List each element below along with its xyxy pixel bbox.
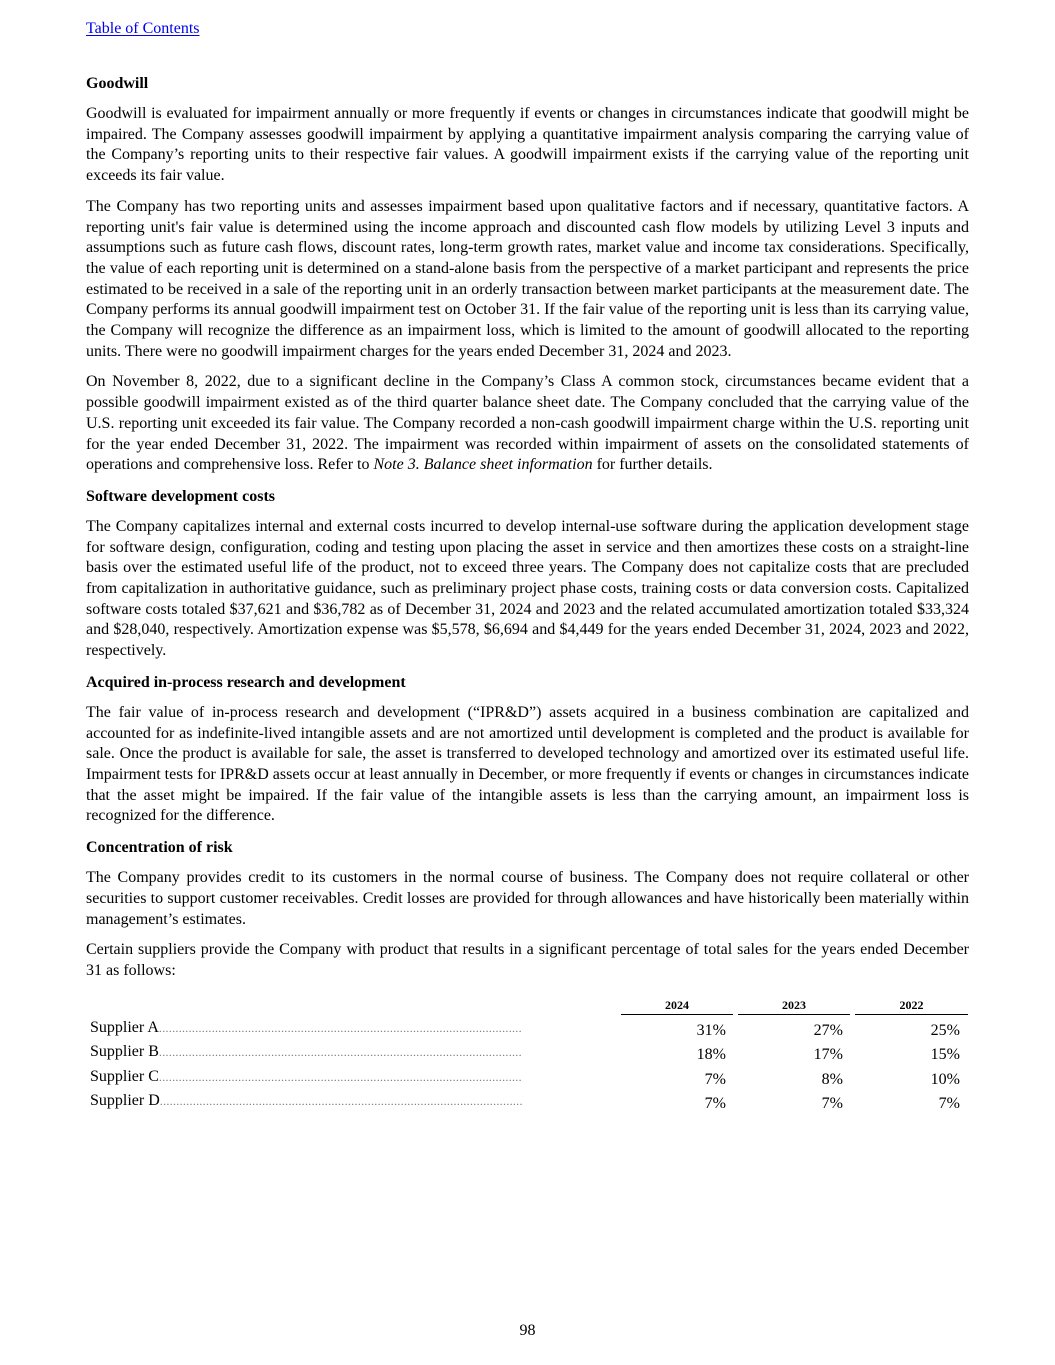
risk-heading: Concentration of risk (86, 839, 233, 857)
software-heading: Software development costs (86, 487, 276, 505)
row-label: Supplier C.............................................................................................................. (90, 1067, 522, 1085)
iprd-paragraph: The fair value of in-process research and development (“IPR&D”) assets acquired in a business combination are capitalized and accounted for as indefinite-lived intangible assets and are not amortized until development is completed and the product is available for sale. Once the product is available for sale, the asset is transferred to developed technology and amortized over its estimated useful life. Impairment tests for IPR&D assets occur at least annually in December, or more frequently if events or changes in circumstances indicate that the asset might be impaired. If the fair value of the intangible assets is less than the carrying amount, an impairment loss is recognized for the difference. (86, 703, 969, 825)
table-header (86, 997, 969, 1017)
cell-value: 18% (696, 1046, 726, 1064)
cell-value: 31% (696, 1021, 726, 1039)
column-header-2024: 2024 (621, 997, 733, 1015)
cell-value: 7% (821, 1095, 843, 1113)
goodwill-paragraph-2: The Company has two reporting units and assesses impairment based upon qualitative factors and if necessary, quantitative factors. A reporting unit's fair value is determined using the income approach and discounted cash flow models by utilizing Level 3 inputs and assumptions such as future cash flows, discount rates, long-term growth rates, market value and income tax considerations. Specifically, the value of each reporting unit is determined on a stand-alone basis from the perspective of a market participant and represents the price estimated to be received in a sale of the reporting unit in an orderly transaction between market participants at the measurement date. The Company performs its annual goodwill impairment test on October 31. If the fair value of the reporting unit is less than its carrying value, the Company will recognize the difference as an impairment loss, which is limited to the amount of goodwill allocated to the reporting units. There were no goodwill impairment charges for the years ended December 31, 2024 and 2023. (86, 197, 969, 360)
page-number: 98 (519, 1322, 536, 1339)
cell-value: 10% (930, 1070, 960, 1088)
column-header-2022: 2022 (855, 997, 968, 1015)
row-label: Supplier B.............................................................................................................. (90, 1043, 522, 1061)
row-label: Supplier A.............................................................................................................. (90, 1018, 522, 1036)
table-row (86, 1066, 969, 1091)
cell-value: 15% (930, 1046, 960, 1064)
cell-value: 27% (813, 1021, 843, 1039)
goodwill-paragraph-3-text: On November 8, 2022, due to a significant decline in the Company’s Class A common stock, circumstances became evident that a possible goodwill impairment existed as of the third quarter balance sheet date. The Company concluded that the carrying value of the U.S. reporting unit exceeded its fair value. The Company recorded a non-cash goodwill impairment charge within the U.S. reporting unit for the year ended December 31, 2022. The impairment was recorded within impairment of assets on the consolidated statements of operations and comprehensive loss. Refer to (86, 373, 969, 474)
risk-paragraph-2: Certain suppliers provide the Company with product that results in a significant percentage of total sales for the years ended December 31 as follows: (86, 941, 969, 979)
goodwill-paragraph-3 (86, 372, 969, 476)
table-row (86, 1041, 969, 1066)
note-3-reference: Note 3. Balance sheet information (373, 456, 593, 474)
iprd-heading: Acquired in-process research and development (86, 673, 406, 691)
risk-paragraph-1: The Company provides credit to its customers in the normal course of business. The Company does not require collateral or other securities to support customer receivables. Credit losses are provided for through allowances and have historically been materially within management’s estimates. (86, 869, 969, 928)
cell-value: 7% (938, 1095, 960, 1113)
cell-value: 25% (930, 1021, 960, 1039)
cell-value: 17% (813, 1046, 843, 1064)
table-of-contents-link[interactable]: Table of Contents (86, 20, 200, 37)
software-paragraph: The Company capitalizes internal and external costs incurred to develop internal-use software during the application development stage for software design, configuration, coding and testing upon placing the asset in service and then amortizes these costs on a straight-line basis over the estimated useful life of the product, not to exceed three years. The Company does not capitalize costs that are precluded from capitalization in authoritative guidance, such as preliminary project phase costs, training costs or data conversion costs. Capitalized software costs totaled $37,621 and $36,782 as of December 31, 2024 and 2023 and the related accumulated amortization totaled $33,324 and $28,040, respectively. Amortization expense was $5,578, $6,694 and $4,449 for the years ended December 31, 2024, 2023 and 2022, respectively. (86, 517, 969, 660)
column-header-2023: 2023 (738, 997, 850, 1015)
table-row (86, 1017, 969, 1042)
cell-value: 7% (704, 1095, 726, 1113)
cell-value: 7% (704, 1070, 726, 1088)
table-row (86, 1090, 969, 1115)
cell-value: 8% (821, 1070, 843, 1088)
goodwill-heading: Goodwill (86, 75, 149, 92)
row-label: Supplier D.............................................................................................................. (90, 1092, 523, 1110)
goodwill-paragraph-1: Goodwill is evaluated for impairment annually or more frequently if events or changes in circumstances indicate that goodwill might be impaired. The Company assesses goodwill impairment by applying a quantitative impairment analysis comparing the carrying value of the Company’s reporting units to their respective fair values. A goodwill impairment exists if the carrying value of the reporting unit exceeds its fair value. (86, 105, 969, 185)
supplier-concentration-table (86, 997, 969, 1115)
goodwill-paragraph-3-tail: for further details. (592, 456, 713, 474)
document-body (86, 73, 969, 1115)
